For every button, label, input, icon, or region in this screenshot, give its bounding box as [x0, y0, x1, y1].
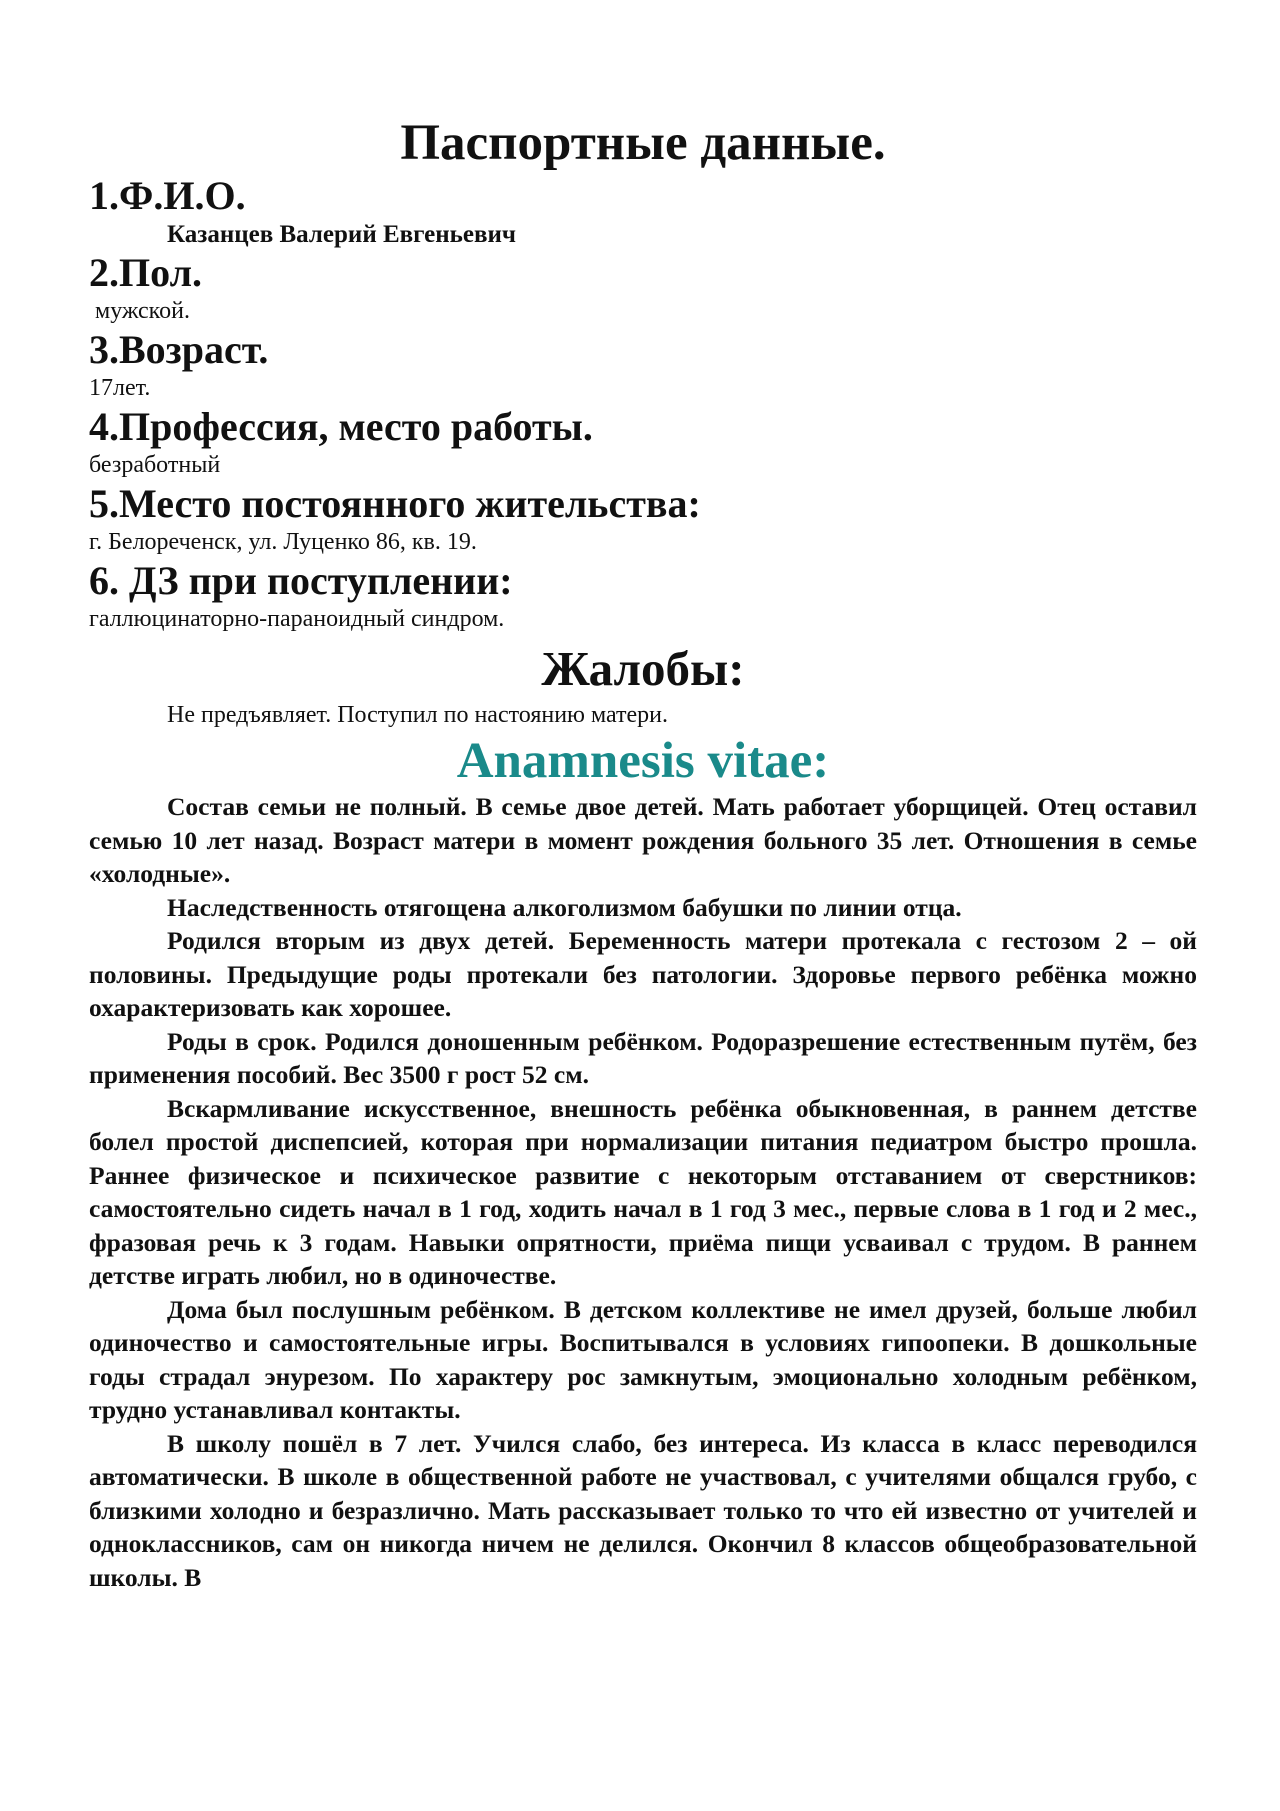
complaints-heading: Жалобы:	[541, 641, 745, 696]
section-value-sex: мужской.	[95, 298, 190, 324]
section-value-age: 17лет.	[89, 375, 151, 401]
complaints-text: Не предъявляет. Поступил по настоянию матери.	[167, 702, 669, 728]
anamnesis-paragraph: Роды в срок. Родился доношенным ребёнком. Родоразрешение естественным путём, без применения пособий. Вес 3500 г рост 52 см.	[89, 1026, 1197, 1089]
section-heading-fio: 1.Ф.И.О.	[89, 173, 246, 218]
section-heading-age: 3.Возраст.	[89, 327, 269, 372]
anamnesis-paragraph: Вскармливание искусственное, внешность ребёнка обыкновенная, в раннем детстве болел простой диспепсией, которая при нормализации питания педиатром быстро прошла. Раннее физическое и психическое развитие с некоторым отставанием от сверстников: самостоятельно сидеть начал в 1 год, ходить начал в 1 год 3 мес., первые слова в 1 год и 2 мес., фразовая речь к 3 годам. Навыки опрятности, приёма пищи усваивал с трудом. В раннем детстве играть любил, но в одиночестве.	[89, 1093, 1197, 1290]
anamnesis-paragraph: Состав семьи не полный. В семье двое детей. Мать работает уборщицей. Отец оставил семью 10 лет назад. Возраст матери в момент рождения больного 35 лет. Отношения в семье «холодные».	[89, 792, 1197, 888]
page-title: Паспортные данные.	[400, 115, 886, 171]
section-heading-diagnosis: 6. ДЗ при поступлении:	[89, 558, 513, 603]
section-value-profession: безработный	[89, 452, 221, 478]
anamnesis-paragraph: В школу пошёл в 7 лет. Учился слабо, без интереса. Из класса в класс переводился автоматически. В школе в общественной работе не участвовал, с учителями общался грубо, с близкими холодно и безразлично. Мать рассказывает только то что ей известно от учителей и одноклассников, сам он никогда ничем не делился. Окончил 8 классов общеобразовательной школы. В	[89, 1428, 1197, 1592]
section-heading-profession: 4.Профессия, место работы.	[89, 404, 593, 449]
section-value-residence: г. Белореченск, ул. Луценко 86, кв. 19.	[89, 529, 477, 555]
anamnesis-paragraph: Наследственность отягощена алкоголизмом бабушки по линии отца.	[167, 892, 962, 922]
section-heading-sex: 2.Пол.	[89, 250, 203, 295]
section-value-diagnosis: галлюцинаторно-параноидный синдром.	[89, 606, 505, 632]
section-value-fio: Казанцев Валерий Евгеньевич	[167, 221, 516, 248]
anamnesis-heading: Anamnesis vitae:	[456, 733, 830, 789]
anamnesis-paragraph: Дома был послушным ребёнком. В детском коллективе не имел друзей, больше любил одиночество и самостоятельные игры. Воспитывался в условиях гипоопеки. В дошкольные годы страдал энурезом. По характеру рос замкнутым, эмоционально холодным ребёнком, трудно устанавливал контакты.	[89, 1294, 1197, 1424]
anamnesis-paragraph: Родился вторым из двух детей. Беременность матери протекала с гестозом 2 – ой половины. Предыдущие роды протекали без патологии. Здоровье первого ребёнка можно охарактеризовать как хорошее.	[89, 926, 1197, 1022]
section-heading-residence: 5.Место постоянного жительства:	[89, 481, 701, 526]
